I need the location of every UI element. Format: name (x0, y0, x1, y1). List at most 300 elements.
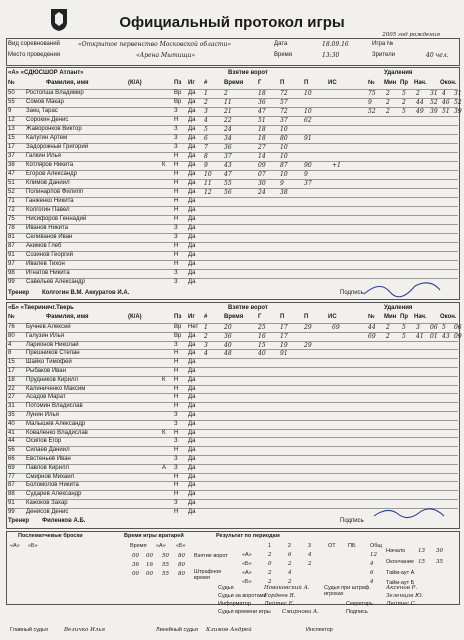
player-played: Да (188, 456, 196, 462)
col-goal-g-header: Г (258, 314, 262, 320)
goal-number: 3 (204, 341, 208, 349)
player-played: Да (188, 359, 196, 366)
penalty-reason: 5 (402, 90, 406, 97)
col-pen-no-header: № (368, 80, 375, 86)
player-position: Н (174, 207, 179, 213)
period-value: 4 (288, 570, 292, 576)
player-number: 35 (8, 412, 15, 418)
goal-scorer: 25 (258, 324, 266, 331)
player-name: Акимов Глеб (26, 243, 62, 249)
player-position: З (174, 456, 178, 462)
goal-judges-label: Судьи за воротами (218, 593, 267, 599)
player-number: 76 (8, 324, 15, 330)
player-played: Да (188, 429, 196, 436)
timekeeper-label: Судья времени игры (218, 609, 271, 615)
player-name: Ганженко Никита (26, 198, 74, 204)
player-name: Силаев Даниил (26, 447, 70, 454)
player-number: 37 (8, 153, 15, 159)
goal-assist-1: 80 (280, 135, 288, 142)
player-number: 87 (8, 482, 15, 489)
player-number: 40 (8, 420, 15, 427)
start-min: 30 (436, 548, 443, 554)
penalty-end-sec: 31 (454, 90, 462, 97)
penalty-player: 52 (368, 108, 376, 115)
player-name: Селиванов Иван (26, 234, 73, 240)
informer-name: Лейтес Е. (264, 601, 295, 607)
goal-assist-2: 29 (304, 341, 312, 349)
goal-assist-1: 17 (280, 324, 288, 331)
officials-block (6, 585, 458, 635)
col-no-header: № (8, 314, 15, 320)
player-played: Да (188, 153, 196, 159)
goal-assist-1: 91 (280, 350, 288, 358)
player-role: А (162, 464, 167, 471)
goal-number: 4 (204, 350, 208, 358)
player-number: 81 (8, 234, 15, 240)
player-position: Н (174, 385, 179, 392)
col-pen-no-header: № (368, 314, 375, 320)
player-played: Да (188, 225, 196, 231)
player-number: 47 (8, 171, 15, 177)
venue-value: «Арена Мытищи» (136, 52, 196, 59)
player-name: Егоров Александр (26, 171, 77, 177)
goal-time: 2 (224, 90, 228, 97)
player-number: 98 (8, 270, 15, 276)
goal-time: 47 (224, 171, 232, 178)
goal-time: 36 (224, 332, 232, 340)
period-result-title: Результат по периодам (216, 533, 280, 539)
team-b-penalties-title: Удаления (384, 305, 413, 311)
goal-time: 22 (224, 117, 232, 124)
penalty-player: 44 (368, 324, 376, 331)
player-played: Да (188, 279, 196, 285)
informer-label: Информатор (218, 601, 251, 607)
goal-assist-1: 9 (280, 180, 284, 187)
player-number: 66 (8, 456, 15, 462)
player-number: 18 (8, 376, 15, 383)
goal-situation: +1 (332, 162, 341, 169)
player-position: Вр (174, 99, 182, 105)
player-position: З (174, 225, 178, 231)
player-name: Лунин Илья (26, 412, 59, 418)
player-name: Кажоков Захар (26, 500, 68, 506)
goal-assist-2: 10 (304, 108, 312, 115)
player-number: 88 (8, 491, 15, 498)
end-label: Окончание (386, 559, 414, 565)
player-position: З (174, 234, 178, 240)
start-end-block (6, 548, 458, 588)
player-played: Нет (188, 324, 199, 330)
goal-scorer: 14 (258, 153, 266, 160)
secretary-label: Секретарь (346, 601, 373, 607)
penalty-player: 69 (368, 332, 376, 340)
timekeeper-name: Смирнова А. (282, 609, 319, 615)
goal-assist-1: 72 (280, 108, 288, 115)
penalty-end-min: 4 (442, 90, 446, 97)
player-played: Да (188, 464, 196, 471)
goal-situation: 69 (332, 324, 340, 331)
col-goal-p1-header: П (280, 314, 285, 320)
time-value: 13:30 (322, 52, 340, 59)
penalty-end-sec: 52 (454, 99, 462, 106)
player-played: Да (188, 482, 196, 489)
end-min: 35 (436, 559, 443, 565)
player-played: Да (188, 108, 196, 114)
period-value: 2 (268, 579, 272, 585)
player-name: Шайко Тимофей (26, 359, 72, 366)
goal-time: 20 (224, 324, 232, 331)
player-number: 87 (8, 243, 15, 249)
player-number: 15 (8, 135, 15, 141)
team-a-penalties-title: Удаления (384, 70, 413, 76)
period-value: 2 (288, 561, 292, 567)
player-name: Калиниченко Максим (26, 385, 86, 392)
period-value: 2 (288, 579, 292, 585)
period-value: 6 (370, 570, 374, 576)
period-1-header: 1 (268, 543, 272, 549)
period-value: 6 (288, 552, 292, 558)
player-name: Коваленко Владислав (26, 429, 88, 436)
col-name-header: Фамилия, имя (46, 314, 89, 320)
period-3-header: 3 (308, 543, 312, 549)
birth-year: 2005 год рождения (382, 32, 440, 38)
goalie-time-c: 80 (178, 571, 185, 577)
col-goal-p1-header: П (280, 80, 285, 86)
player-played: Да (188, 135, 196, 141)
player-number: 55 (8, 99, 15, 105)
player-name: Денисов Денис (26, 508, 69, 515)
player-name: Павлов Кирилл (26, 464, 69, 471)
meta-row-1 (6, 41, 458, 49)
player-position: Н (174, 189, 179, 195)
player-position: З (174, 464, 178, 471)
player-position: Н (174, 368, 179, 374)
player-number: 78 (8, 225, 15, 231)
team-b-signature-label: Подпись (340, 518, 364, 524)
team-b-signature (370, 500, 450, 524)
player-number: 15 (8, 359, 15, 366)
pen-judge-name-2: Зеленцов Ю. (386, 593, 424, 599)
col-goal-p2-header: П (304, 314, 309, 320)
goal-assist-2: 62 (304, 117, 312, 124)
goal-assist-1: 10 (280, 171, 288, 178)
goal-number: 9 (204, 162, 208, 169)
col-played-header: Иг (188, 80, 195, 86)
player-number: 4 (8, 341, 12, 348)
penalty-start-min: 2 (416, 90, 420, 97)
player-played: Да (188, 420, 196, 427)
timeout-a-label: Тайм-аут А (386, 570, 415, 576)
player-number: 9 (8, 108, 12, 114)
main-ref-name: Величко Илья (64, 627, 106, 633)
goal-assist-2: 37 (304, 180, 312, 187)
col-pen-end-header: Окон. (440, 314, 457, 320)
goal-number: 1 (204, 324, 208, 331)
player-number: 51 (8, 180, 15, 186)
goalie-time-a: 16 (146, 562, 153, 568)
player-name: Малышев Александр (26, 420, 86, 427)
col-pen-pr-header: Пр (400, 80, 408, 86)
player-name: Жаворонков Виктор (26, 126, 82, 132)
penalty-end-sec: 39 (454, 108, 462, 115)
player-played: Да (188, 394, 196, 401)
player-position: Н (174, 117, 179, 123)
goal-number: 7 (204, 144, 208, 151)
goal-number: 10 (204, 171, 212, 178)
player-played: Да (188, 207, 196, 213)
player-number: 17 (8, 144, 15, 150)
shootout-col-a: «А» (10, 543, 20, 549)
goal-assist-2: 29 (304, 324, 312, 331)
player-played: Да (188, 412, 196, 418)
goal-time: 24 (224, 126, 232, 133)
inspector-label: Инспектор (306, 627, 333, 633)
period-team-label: «Б» (242, 579, 252, 585)
col-played-header: Иг (188, 314, 195, 320)
player-played: Да (188, 144, 196, 150)
linesman-name: Климов Андрей (206, 627, 252, 633)
player-played: Да (188, 180, 196, 186)
goal-judges-name: Гордеев Я. (264, 593, 296, 599)
player-number: 44 (8, 438, 15, 445)
penalty-start-sec: 06 (430, 324, 438, 331)
player-position: З (174, 135, 178, 141)
col-pen-start-header: Нач. (414, 80, 427, 86)
col-pen-start-header: Нач. (414, 314, 427, 320)
player-position: З (174, 270, 178, 276)
player-position: З (174, 279, 178, 285)
period-value: 0 (268, 561, 272, 567)
start-hour: 13 (418, 548, 425, 554)
goal-assist-1: 72 (280, 90, 288, 97)
player-number: 22 (8, 385, 15, 392)
goal-scorer: 40 (258, 350, 266, 358)
goal-assist-1: 87 (280, 162, 288, 169)
player-number: 91 (8, 252, 15, 258)
goal-scorer: 07 (258, 171, 266, 178)
team-a-signature (360, 276, 450, 300)
team-a-signature-label: Подпись (340, 290, 364, 296)
goal-time: 37 (224, 153, 232, 160)
player-played: Да (188, 447, 196, 454)
player-name: Сорокин Денис (26, 117, 69, 123)
player-position: Н (174, 491, 179, 498)
player-played: Да (188, 162, 196, 168)
player-number: 12 (8, 117, 15, 123)
player-played: Да (188, 438, 196, 445)
penalty-player: 75 (368, 90, 376, 97)
penalty-end-min: 51 (442, 108, 450, 115)
player-name: Осипов Егор (26, 438, 62, 445)
goal-scorer: 18 (258, 135, 266, 142)
penalty-start-min: 44 (416, 99, 424, 106)
goal-scorer: 30 (258, 180, 266, 187)
player-name: Заец Тарас (26, 108, 58, 114)
col-goal-is-header: ИС (328, 80, 337, 86)
goal-assist-2: 91 (304, 135, 312, 142)
goal-assist-1: 38 (280, 189, 288, 196)
player-name: Ларионов Николай (26, 341, 79, 348)
goal-time: 43 (224, 162, 232, 169)
goal-scorer: 51 (258, 117, 266, 124)
goal-assist-1: 10 (280, 126, 288, 133)
penalty-reason: 2 (402, 99, 406, 106)
goal-number: 3 (204, 108, 208, 115)
player-played: Да (188, 473, 196, 480)
goal-number: 8 (204, 153, 208, 160)
col-goal-g-header: Г (258, 80, 262, 86)
goal-scorer: 09 (258, 162, 266, 169)
time-label: Время (274, 52, 293, 58)
period-value: 2 (308, 561, 312, 567)
col-goal-n-header: # (204, 80, 208, 86)
goal-assist-1: 17 (280, 332, 288, 340)
player-number: 91 (8, 500, 15, 506)
player-played: Да (188, 500, 196, 506)
player-number: 75 (8, 216, 15, 222)
team-b-coach-label: Тренер (8, 518, 30, 524)
team-b-goals-title: Взятие ворот (228, 305, 268, 311)
player-number: 8 (8, 350, 12, 357)
col-pos-header: Пз (174, 80, 182, 86)
col-ka-header: (К/А) (128, 80, 142, 86)
goal-assist-1: 57 (280, 99, 288, 106)
col-ka-header: (К/А) (128, 314, 142, 320)
player-played: Да (188, 403, 196, 410)
player-position: З (174, 420, 178, 427)
player-position: З (174, 144, 178, 150)
goal-number: 5 (204, 126, 208, 133)
shootout-col-b: «Б» (28, 543, 38, 549)
player-position: Н (174, 447, 179, 454)
player-number: 72 (8, 207, 15, 213)
penalty-minutes: 2 (386, 99, 390, 106)
player-played: Да (188, 189, 196, 195)
player-played: Да (188, 350, 196, 357)
period-team-label: «А» (242, 570, 252, 576)
goal-assist-1: 10 (280, 144, 288, 151)
date-label: Дата (274, 41, 288, 47)
penalty-end-sec: 06 (454, 324, 462, 331)
player-name: Асадов Марат (26, 394, 66, 401)
period-team-label: «Б» (242, 561, 252, 567)
player-number: 99 (8, 508, 15, 515)
player-position: З (174, 108, 178, 114)
spectators-value: 40 чел. (426, 52, 449, 59)
team-a-header (6, 70, 458, 78)
penalty-end-min: 43 (442, 332, 450, 340)
player-position: Н (174, 252, 179, 258)
player-position: Н (174, 429, 179, 436)
player-number: 27 (8, 394, 15, 401)
goal-number: 2 (204, 99, 208, 106)
player-position: Н (174, 482, 179, 489)
goal-number: 2 (204, 332, 208, 340)
player-number: 38 (8, 162, 15, 168)
goal-time: 11 (224, 99, 232, 106)
goalie-time-b: 50 (162, 553, 169, 559)
col-goal-n-header: # (204, 314, 208, 320)
player-position: З (174, 126, 178, 132)
player-name: Прешников Степан (26, 350, 80, 357)
col-pen-min-header: Мин (384, 80, 397, 86)
period-value: 2 (268, 570, 272, 576)
summary-headers (6, 533, 458, 541)
goal-time: 40 (224, 341, 232, 349)
player-number: 56 (8, 447, 15, 454)
goal-scorer: 18 (258, 90, 266, 97)
player-position: Н (174, 359, 179, 366)
penalty-end-sec: 09 (454, 332, 462, 340)
player-number: 80 (8, 332, 15, 339)
goalie-time-c: 80 (178, 553, 185, 559)
goal-scorer: 47 (258, 108, 266, 115)
goal-assist-1: 19 (280, 341, 288, 349)
goal-assist-2: 9 (304, 171, 308, 178)
team-a-coach-label: Тренер (8, 290, 30, 296)
player-number: 97 (8, 261, 15, 267)
goal-time: 56 (224, 189, 232, 196)
player-number: 17 (8, 368, 15, 374)
player-position: Н (174, 376, 179, 383)
secretary-name: Лейтес С. (386, 601, 417, 607)
penalty-player: 9 (368, 99, 372, 106)
goal-assist-1: 37 (280, 117, 288, 124)
player-position: Н (174, 350, 179, 357)
period-value: 4 (370, 579, 374, 585)
competition-label: Вид соревнований (8, 41, 60, 47)
pen-judge-label: Судья при штраф. игроках (324, 585, 371, 597)
player-name: Потомин Владислав (26, 403, 83, 410)
player-number: 99 (8, 279, 15, 285)
player-position: Н (174, 261, 179, 267)
goalie-time: 00 (132, 571, 139, 577)
player-position: Вр (174, 90, 182, 96)
goalie-time-c: 80 (178, 562, 185, 568)
team-b-header (6, 305, 458, 313)
player-played: Да (188, 117, 196, 123)
goal-number: 12 (204, 189, 212, 196)
period-2-header: 2 (288, 543, 292, 549)
spectators-label: Зрители (372, 52, 395, 58)
goal-time: 48 (224, 350, 232, 358)
goalie-col-b: «Б» (176, 543, 186, 549)
goal-assist-2: 90 (304, 162, 312, 169)
player-played: Да (188, 198, 196, 204)
penalty-minutes: 2 (386, 90, 390, 97)
player-played: Да (188, 252, 196, 258)
player-name: Рыбаков Иван (26, 368, 66, 374)
team-a-coach: Колгогин В.М. Аккуратов И.А. (42, 290, 130, 296)
goalie-time: 00 (132, 553, 139, 559)
goalie-time-a: 00 (146, 571, 153, 577)
goalie-col-time: Время (130, 543, 147, 549)
player-name: Задорожный Григорий (26, 144, 89, 150)
goal-number: 11 (204, 180, 212, 187)
player-name: Колгогин Павел (26, 207, 70, 213)
player-name: Нисифоров Геннадий (26, 216, 87, 222)
player-position: Вр (174, 332, 182, 339)
col-goal-p2-header: П (304, 80, 309, 86)
penalty-row-label: Штрафное время (194, 569, 222, 581)
penalty-minutes: 2 (386, 324, 390, 331)
col-goal-time-header: Время (224, 314, 244, 320)
player-position: Н (174, 198, 179, 204)
goal-assist-1: 10 (280, 153, 288, 160)
goal-time: 55 (224, 180, 232, 187)
timeout-b-label: Тайм-аут Б (386, 580, 415, 586)
player-name: Игнатов Никита (26, 270, 70, 276)
